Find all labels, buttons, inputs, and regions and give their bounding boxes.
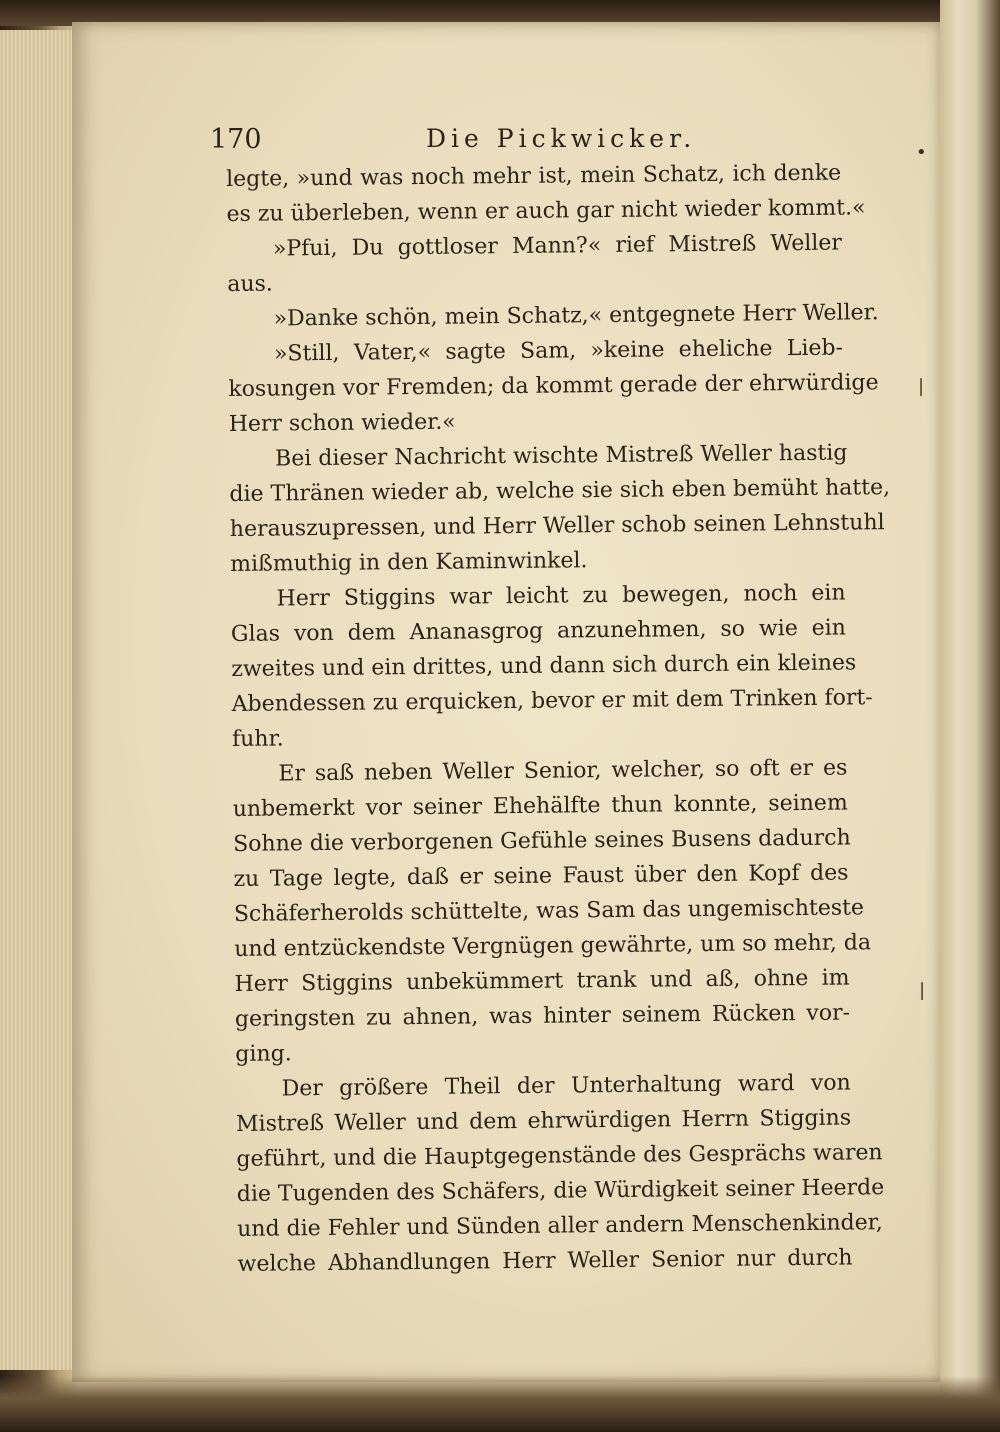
text-line: Herr Stiggins unbekümmert trank und aß, ohne im [234,965,850,997]
text-line: geführt, und die Hauptgegenstände des Gesprächs waren [236,1140,883,1172]
facing-page-edge [940,0,1000,1432]
text-line: »Danke schön, mein Schatz,« entgegnete Herr Weller. [273,300,879,332]
text-line: Sohne die verborgenen Gefühle seines Busens dadurch [233,825,851,857]
page-header [210,118,850,158]
margin-mark-dot: • [916,142,927,163]
text-line: Herr schon wieder.« [228,409,456,437]
text-line: geringsten zu ahnen, was hinter seinem Rücken vor- [234,1000,851,1032]
text-line: aus. [227,271,273,297]
margin-mark-tick: | [919,980,926,1001]
text-line: Glas von dem Ananasgrog anzunehmen, so wie ein [230,615,847,647]
book-bottom-edge [0,1376,1000,1432]
text-line: kosungen vor Fremden; da kommt gerade der ehrwürdige [228,370,879,402]
text-line: Er saß neben Weller Senior, welcher, so oft er es [278,755,848,787]
text-line: zu Tage legte, daß er seine Faust über den Kopf des [233,860,849,892]
text-line: mißmuthig in den Kaminwinkel. [230,548,588,577]
text-line: »Pfui, Du gottloser Mann?« rief Mistreß Weller [272,230,843,262]
text-line: »Still, Vater,« sagte Sam, »keine eheliche Lieb- [273,335,844,367]
text-line: fuhr. [231,726,284,752]
text-line: Mistreß Weller und dem ehrwürdigen Herrn Stiggins [235,1105,852,1137]
text-line: Bei dieser Nachricht wischte Mistreß Weller hastig [274,440,848,472]
text-line: ging. [235,1041,292,1067]
text-line: und die Fehler und Sünden aller andern Menschenkinder, [237,1210,883,1242]
text-line: Herr Stiggins war leicht zu bewegen, noch ein [276,580,846,612]
text-line: legte, »und was noch mehr ist, mein Schatz, ich denke [226,160,842,192]
text-line: unbemerkt vor seiner Ehehälfte thun konnte, seinem [232,790,848,822]
text-line: zweites und ein drittes, und dann sich durch ein kleines [231,650,857,682]
text-line: Schäferherolds schüttelte, was Sam das ungemischteste [233,895,865,927]
text-line: und entzückendste Vergnügen gewährte, um so mehr, da [234,930,872,962]
text-line: die Tugenden des Schäfers, die Würdigkeit seiner Heerde [236,1175,885,1207]
text-line: herauszupressen, und Herr Weller schob seinen Lehnstuhl [229,510,885,542]
text-line: die Thränen wieder ab, welche sie sich eben bemüht hatte, [229,475,891,507]
page-stack-edge [0,30,81,1370]
text-line: es zu überleben, wenn er auch gar nicht wieder kommt.« [226,195,866,227]
text-line: Abendessen zu erquicken, bevor er mit dem Trinken fort- [231,685,873,717]
running-head: Die Pickwicker. [426,124,697,153]
margin-mark-tick: | [918,376,925,397]
text-line: welche Abhandlungen Herr Weller Senior nur durch [237,1245,853,1277]
body-text [226,156,891,1282]
page-number: 170 [210,124,262,155]
text-line: Der größere Theil der Unterhaltung ward von [281,1070,851,1102]
